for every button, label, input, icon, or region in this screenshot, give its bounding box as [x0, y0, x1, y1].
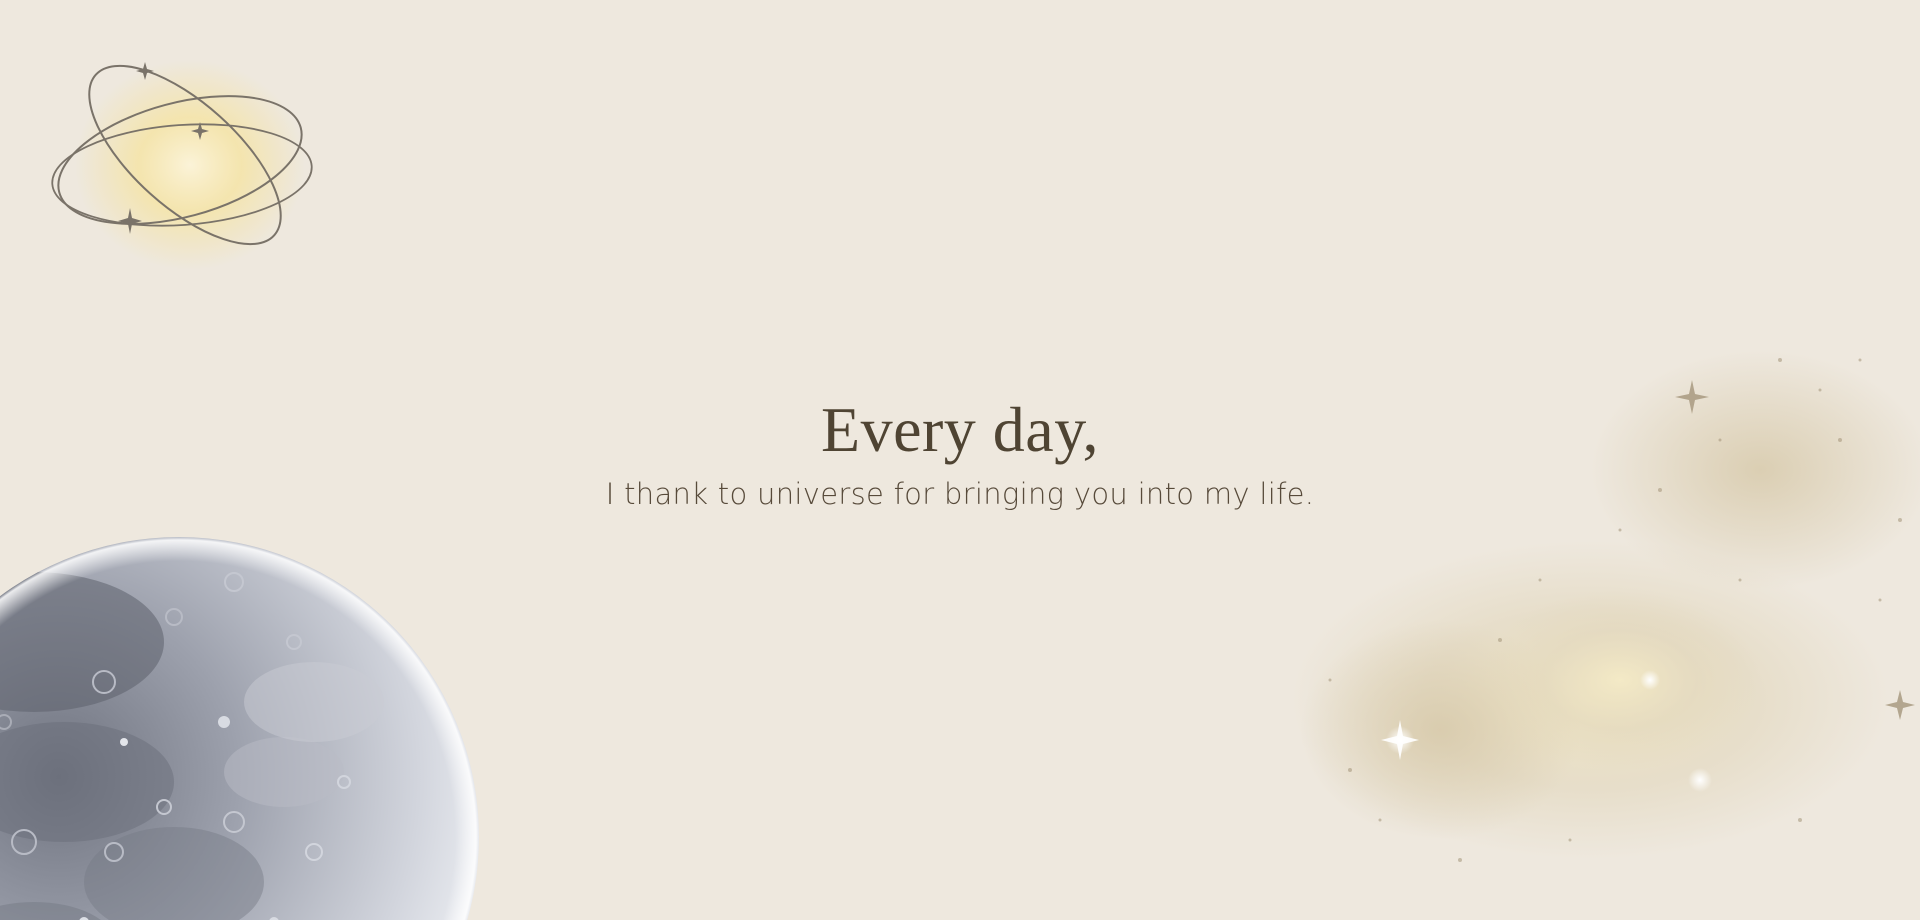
nebula-cloud-core [1480, 590, 1760, 770]
subline: I thank to universe for bringing you into my life. [605, 477, 1315, 511]
nebula-sparkle-2 [1688, 768, 1712, 792]
moon-icon [0, 522, 494, 920]
nebula-sparkle-3 [1640, 670, 1660, 690]
moon-rim [0, 537, 479, 920]
headline: Every day, [820, 394, 1100, 465]
orbit-icon [40, 50, 320, 280]
message-block [0, 390, 1920, 514]
